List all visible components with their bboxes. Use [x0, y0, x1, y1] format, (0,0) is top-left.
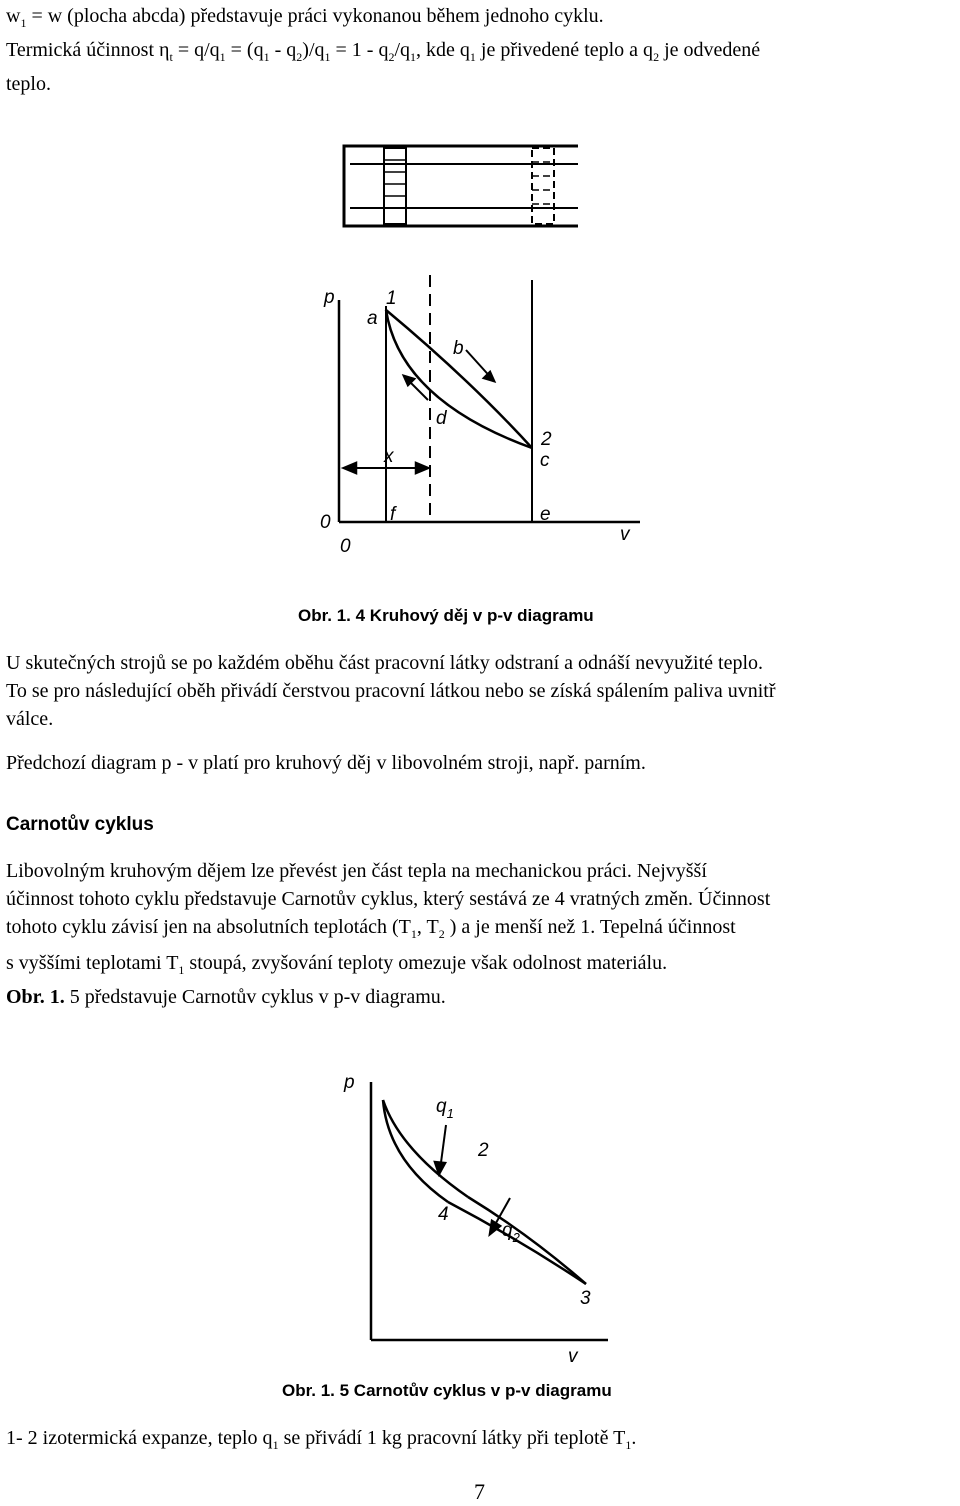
- para3-line-1: Libovolným kruhovým dějem lze převést jen část tepla na mechanickou práci. Nejvyšší: [6, 860, 707, 882]
- figure-1-caption: Obr. 1. 4 Kruhový děj v p-v diagramu: [298, 606, 594, 625]
- label-1: 1: [386, 288, 397, 309]
- label-e: e: [540, 504, 551, 525]
- intro-line-1: $w_1 = w$ (plocha abcda) představuje práci vykonanou během jednoho cyklu.: [6, 5, 604, 30]
- para1-line-2: To se pro následující oběh přivádí čerstvou pracovní látkou nebo se získá spálením paliva uvnitř: [6, 680, 776, 702]
- intro-line-2: Termická účinnost $\eta_t = q/q_1 = (q_1 - q_2)/q_1 = 1 - q_2/q_1$, kde $q_1$ je přivedené teplo a $q_2$ je odvedené: [6, 39, 761, 64]
- figure-1-kruhovy-dej: [0, 0, 960, 600]
- label-4: 4: [438, 1204, 449, 1225]
- figure-2-caption: Obr. 1. 5 Carnotův cyklus v p-v diagramu: [282, 1381, 612, 1400]
- intro-line-3: teplo.: [6, 73, 51, 95]
- label-c: c: [540, 450, 550, 471]
- pv-diagram-2: [371, 1082, 608, 1340]
- para3-line-2: účinnost tohoto cyklu představuje Carnotův cyklus, který sestává ze 4 vratných změn. Účinnost: [6, 888, 771, 910]
- figure-2-carnot-cyklus: [0, 1040, 960, 1440]
- label-3: 3: [580, 1288, 591, 1309]
- section-heading-carnot: Carnotův cyklus: [6, 814, 154, 835]
- page-number: 7: [474, 1479, 485, 1504]
- para1-line-3: válce.: [6, 708, 54, 730]
- label-x: x: [384, 446, 394, 467]
- pv-diagram-1: [339, 275, 640, 522]
- label-p: p: [344, 1072, 355, 1093]
- label-v: v: [568, 1346, 578, 1367]
- label-q1: $q_1$: [436, 1096, 454, 1121]
- label-2: 2: [541, 429, 552, 450]
- label-f: f: [390, 504, 396, 525]
- label-2: 2: [478, 1140, 489, 1161]
- label-b: b: [453, 338, 464, 359]
- label-0-top: 0: [320, 512, 331, 533]
- para3-line-4: s vyššími teplotami $T_1$ stoupá, zvyšování teploty omezuje však odolnost materiálu.: [6, 952, 668, 977]
- pv-diagram-2-labels: [343, 1072, 591, 1367]
- piston-cylinder: [344, 146, 578, 226]
- para1-line-1: U skutečných strojů se po každém oběhu část pracovní látky odstraní a odnáší nevyužité teplo.: [6, 652, 764, 674]
- label-a: a: [367, 308, 378, 329]
- label-v: v: [620, 524, 630, 545]
- para3-line-5: Obr. 1. 5 představuje Carnotův cyklus v p-v diagramu.: [6, 986, 446, 1008]
- label-0-bottom: 0: [340, 536, 351, 557]
- label-q2: $q_2$: [502, 1220, 520, 1245]
- label-d: d: [436, 408, 447, 429]
- para3-line-3: tohoto cyklu závisí jen na absolutních teplotách ($T_1$, $T_2$ ) a je menší než 1. Tepelná účinnost: [6, 916, 736, 941]
- para2: Předchozí diagram p - v platí pro kruhový děj v libovolném stroji, např. parním.: [6, 752, 646, 774]
- last-line: 1- 2 izotermická expanze, teplo $q_1$ se přivádí 1 kg pracovní látky při teplotě $T_1$.: [6, 1427, 637, 1452]
- label-p: p: [324, 287, 335, 308]
